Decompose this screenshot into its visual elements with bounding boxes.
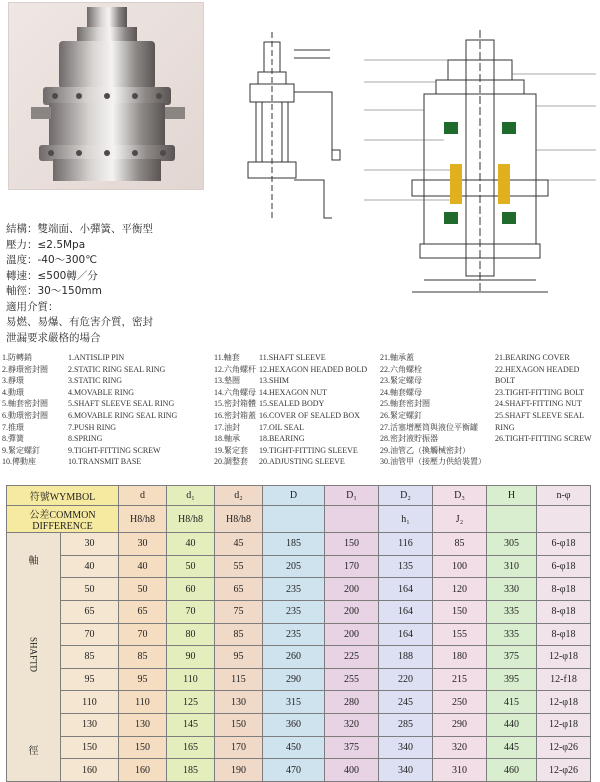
table-cell: 6-φ18	[537, 533, 591, 556]
part-item: 12.HEXAGON HEADED BOLD	[259, 364, 368, 374]
table-cell: 245	[379, 691, 433, 714]
part-item: 2.靜環密封圈	[2, 364, 48, 374]
part-item: 17.油封	[214, 422, 240, 432]
table-cell: 8-φ18	[537, 578, 591, 601]
part-item: 18.BEARING	[259, 434, 305, 444]
table-cell: 470	[263, 759, 325, 782]
part-item: 2.STATIC RING SEAL RING	[68, 364, 166, 374]
parts-list-en-3	[495, 352, 600, 445]
seal-product-photo	[8, 2, 204, 190]
tolerance-cell: J₂	[433, 506, 487, 533]
table-cell: 75	[215, 600, 263, 623]
table-cell: 375	[487, 646, 537, 669]
table-cell: 8-φ18	[537, 600, 591, 623]
part-item: 4.動環	[2, 387, 24, 397]
table-cell: 135	[379, 555, 433, 578]
shaft-size-cell: 85	[61, 646, 119, 669]
table-cell: 150	[215, 714, 263, 737]
header-D1: D₁	[325, 486, 379, 506]
shaft-size-cell: 30	[61, 533, 119, 556]
shaft-label-part: 軸	[28, 556, 39, 567]
table-cell: 6-φ18	[537, 555, 591, 578]
table-row	[7, 578, 591, 601]
table-cell: 235	[263, 623, 325, 646]
table-cell: 375	[325, 736, 379, 759]
table-cell: 235	[263, 578, 325, 601]
spec-media-line2: 泄漏要求嚴格的場合	[6, 331, 101, 344]
table-cell: 215	[433, 668, 487, 691]
parts-list-en-2	[259, 352, 379, 468]
parts-list-cn-3	[380, 352, 496, 468]
header-H: H	[487, 486, 537, 506]
table-cell: 340	[379, 736, 433, 759]
table-cell: 12-φ26	[537, 736, 591, 759]
part-item: 22.六角螺栓	[380, 364, 422, 374]
table-cell: 120	[433, 578, 487, 601]
part-item: 26.TIGHT-FITTING SCREW	[495, 434, 592, 444]
table-cell: 310	[487, 555, 537, 578]
spec-shaft-diameter: 軸徑：30～150mm	[6, 285, 102, 297]
tolerance-cell: h₁	[379, 506, 433, 533]
table-cell: 185	[263, 533, 325, 556]
table-cell: 190	[215, 759, 263, 782]
table-cell: 80	[167, 623, 215, 646]
part-item: 29.油管乙（換觸械密封）	[380, 445, 470, 455]
part-item: 6.MOVABLE RING SEAL RING	[68, 410, 178, 420]
table-cell: 55	[215, 555, 263, 578]
table-cell: 185	[167, 759, 215, 782]
header-d: d	[119, 486, 167, 506]
part-item: 18.軸承	[214, 434, 240, 444]
part-item: 21.軸承蓋	[380, 353, 414, 362]
table-cell: 180	[433, 646, 487, 669]
header-D2: D₂	[379, 486, 433, 506]
spec-speed: 轉速：≤500轉／分	[6, 269, 98, 282]
table-cell: 150	[325, 533, 379, 556]
part-item: 11.SHAFT SLEEVE	[259, 353, 326, 362]
table-cell: 188	[379, 646, 433, 669]
spec-temperature: 溫度：-40～300℃	[6, 254, 97, 266]
table-row	[7, 533, 591, 556]
table-cell: 220	[379, 668, 433, 691]
table-row	[7, 759, 591, 782]
table-cell: 115	[215, 668, 263, 691]
part-item: 10.TRANSMIT BASE	[68, 457, 142, 467]
shaft-size-cell: 130	[61, 714, 119, 737]
shaft-size-cell: 50	[61, 578, 119, 601]
part-item: 16.密封箱蓋	[214, 410, 256, 420]
table-cell: 165	[167, 736, 215, 759]
shaft-size-cell: 65	[61, 600, 119, 623]
table-cell: 320	[325, 714, 379, 737]
table-cell: 164	[379, 600, 433, 623]
shaft-size-cell: 95	[61, 668, 119, 691]
table-cell: 50	[119, 578, 167, 601]
dimension-table	[6, 485, 591, 782]
table-cell: 200	[325, 623, 379, 646]
table-cell: 50	[167, 555, 215, 578]
table-cell: 85	[119, 646, 167, 669]
part-item: 23.緊定螺母	[380, 376, 422, 386]
table-cell: 445	[487, 736, 537, 759]
part-item: 3.STATIC RING	[68, 376, 123, 386]
table-cell: 205	[263, 555, 325, 578]
table-cell: 12-φ18	[537, 646, 591, 669]
table-cell: 315	[263, 691, 325, 714]
table-cell: 12-φ18	[537, 714, 591, 737]
shaft-size-cell: 110	[61, 691, 119, 714]
table-cell: 45	[215, 533, 263, 556]
part-item: 24.SHAFT-FITTING NUT	[495, 399, 582, 409]
table-cell: 60	[167, 578, 215, 601]
part-item: 11.軸套	[214, 353, 240, 362]
table-cell: 85	[215, 623, 263, 646]
table-row	[7, 668, 591, 691]
table-row	[7, 600, 591, 623]
part-item: 7.推環	[2, 422, 24, 432]
table-row	[7, 646, 591, 669]
header-D: D	[263, 486, 325, 506]
part-item: 6.動環密封圈	[2, 410, 48, 420]
spec-media-title: 適用介質：	[6, 300, 59, 313]
part-item: 8.SPRING	[68, 434, 103, 444]
shaft-label-part: SHAFTD	[28, 637, 39, 673]
table-cell: 285	[379, 714, 433, 737]
part-item: 24.軸套螺母	[380, 387, 422, 397]
table-cell: 340	[379, 759, 433, 782]
spec-structure: 結構：雙端面、小彈簧、平衡型	[6, 223, 153, 235]
table-cell: 330	[487, 578, 537, 601]
table-cell: 200	[325, 578, 379, 601]
part-item: 23.TIGHT-FITTING BOLT	[495, 387, 585, 397]
table-cell: 12-φ26	[537, 759, 591, 782]
table-cell: 12-φ18	[537, 691, 591, 714]
part-item: 17.OIL SEAL	[259, 422, 305, 432]
table-cell: 290	[433, 714, 487, 737]
shaft-size-cell: 160	[61, 759, 119, 782]
table-cell: 70	[119, 623, 167, 646]
table-cell: 85	[433, 533, 487, 556]
table-tolerance-row	[7, 506, 591, 533]
shaft-size-cell: 150	[61, 736, 119, 759]
header-d2: d₂	[215, 486, 263, 506]
table-cell: 30	[119, 533, 167, 556]
table-cell: 70	[167, 600, 215, 623]
part-item: 10.傳動座	[2, 457, 36, 467]
part-item: 5.軸套密封圈	[2, 399, 48, 409]
tolerance-cell	[537, 506, 591, 533]
part-item: 7.PUSH RING	[68, 422, 117, 432]
table-header-row	[7, 486, 591, 506]
table-cell: 90	[167, 646, 215, 669]
part-item: 12.六角螺杆	[214, 364, 256, 374]
tolerance-cell	[263, 506, 325, 533]
part-item: 14.六角螺母	[214, 387, 256, 397]
table-cell: 395	[487, 668, 537, 691]
table-cell: 40	[167, 533, 215, 556]
part-item: 13.墊圈	[214, 376, 240, 386]
table-cell: 125	[167, 691, 215, 714]
table-cell: 335	[487, 600, 537, 623]
table-cell: 290	[263, 668, 325, 691]
table-cell: 160	[119, 759, 167, 782]
table-cell: 200	[325, 600, 379, 623]
table-cell: 415	[487, 691, 537, 714]
parts-list-en-1	[68, 352, 210, 468]
table-cell: 225	[325, 646, 379, 669]
tolerance-cell: H8/h8	[215, 506, 263, 533]
table-cell: 95	[119, 668, 167, 691]
part-item: 15.SEALED BODY	[259, 399, 325, 409]
part-item: 1.ANTISLIP PIN	[68, 353, 125, 362]
seal-cross-section-drawing	[364, 30, 596, 300]
part-item: 8.彈簧	[2, 434, 24, 444]
parts-list-cn-1	[2, 352, 66, 468]
part-item: 9.TIGHT-FITTING SCREW	[68, 445, 161, 455]
table-cell: 255	[325, 668, 379, 691]
shaft-diameter-label	[7, 533, 61, 782]
table-cell: 100	[433, 555, 487, 578]
part-item: 19.緊定套	[214, 445, 248, 455]
symbol-label: 符號WYMBOL	[7, 486, 119, 506]
table-cell: 235	[263, 600, 325, 623]
table-cell: 155	[433, 623, 487, 646]
table-cell: 95	[215, 646, 263, 669]
table-cell: 116	[379, 533, 433, 556]
part-item: 27.活塞增壓筒與液位平衡罐	[380, 422, 478, 432]
part-item: 3.靜環	[2, 376, 24, 386]
table-cell: 110	[119, 691, 167, 714]
table-cell: 130	[119, 714, 167, 737]
table-cell: 164	[379, 578, 433, 601]
part-item: 30.油管甲（接壓力供給裝置）	[380, 457, 486, 467]
spec-media-line1: 易燃、易爆、有危害介質，密封	[6, 316, 153, 328]
part-item: 5.SHAFT SLEEVE SEAL RING	[68, 399, 175, 409]
table-row	[7, 736, 591, 759]
table-cell: 150	[433, 600, 487, 623]
table-cell: 305	[487, 533, 537, 556]
table-cell: 400	[325, 759, 379, 782]
part-item: 14.HEXAGON NUT	[259, 387, 327, 397]
part-item: 25.SHAFT SLEEVE SEAL RING	[495, 410, 584, 432]
part-item: 1.防轉銷	[2, 353, 32, 362]
part-item: 26.緊定螺釘	[380, 410, 422, 420]
shaft-size-cell: 40	[61, 555, 119, 578]
part-item: 4.MOVABLE RING	[68, 387, 135, 397]
tolerance-cell: H8/h8	[119, 506, 167, 533]
tolerance-cell	[325, 506, 379, 533]
header-D3: D₃	[433, 486, 487, 506]
part-item: 25.軸套密封圈	[380, 399, 430, 409]
part-item: 28.密封液貯振器	[380, 434, 438, 444]
table-cell: 110	[167, 668, 215, 691]
part-item: 9.緊定螺釘	[2, 445, 40, 455]
table-cell: 460	[487, 759, 537, 782]
part-item: 19.TIGHT-FITTING SLEEVE	[259, 445, 358, 455]
table-row	[7, 691, 591, 714]
shaft-size-cell: 70	[61, 623, 119, 646]
parts-list-cn-2	[214, 352, 258, 468]
table-cell: 450	[263, 736, 325, 759]
table-row	[7, 555, 591, 578]
table-cell: 260	[263, 646, 325, 669]
header-d1: d₁	[167, 486, 215, 506]
part-item: 21.BEARING COVER	[495, 353, 570, 362]
table-cell: 250	[433, 691, 487, 714]
table-cell: 320	[433, 736, 487, 759]
header-n-phi: n-φ	[537, 486, 591, 506]
table-cell: 280	[325, 691, 379, 714]
table-cell: 440	[487, 714, 537, 737]
table-cell: 150	[119, 736, 167, 759]
tolerance-cell: H8/h8	[167, 506, 215, 533]
table-cell: 40	[119, 555, 167, 578]
tolerance-cell	[487, 506, 537, 533]
spec-list	[6, 222, 226, 346]
table-cell: 335	[487, 623, 537, 646]
table-cell: 170	[215, 736, 263, 759]
shaft-label-part: 徑	[28, 746, 39, 758]
table-cell: 164	[379, 623, 433, 646]
table-cell: 8-φ18	[537, 623, 591, 646]
tolerance-label: 公差COMMON DIFFERENCE	[7, 506, 119, 533]
seal-side-view-drawing	[232, 30, 354, 220]
table-cell: 65	[215, 578, 263, 601]
table-cell: 170	[325, 555, 379, 578]
part-item: 15.密封箱體	[214, 399, 256, 409]
table-cell: 145	[167, 714, 215, 737]
table-cell: 130	[215, 691, 263, 714]
table-cell: 360	[263, 714, 325, 737]
table-cell: 12-f18	[537, 668, 591, 691]
part-item: 20.ADJUSTING SLEEVE	[259, 457, 345, 467]
table-row	[7, 623, 591, 646]
table-cell: 310	[433, 759, 487, 782]
part-item: 13.SHIM	[259, 376, 290, 386]
table-cell: 65	[119, 600, 167, 623]
part-item: 20.調整套	[214, 457, 248, 467]
part-item: 22.HEXAGON HEADED BOLT	[495, 364, 580, 386]
part-item: 16.COVER OF SEALED BOX	[259, 410, 360, 420]
spec-pressure: 壓力：≤2.5Mpa	[6, 238, 86, 251]
